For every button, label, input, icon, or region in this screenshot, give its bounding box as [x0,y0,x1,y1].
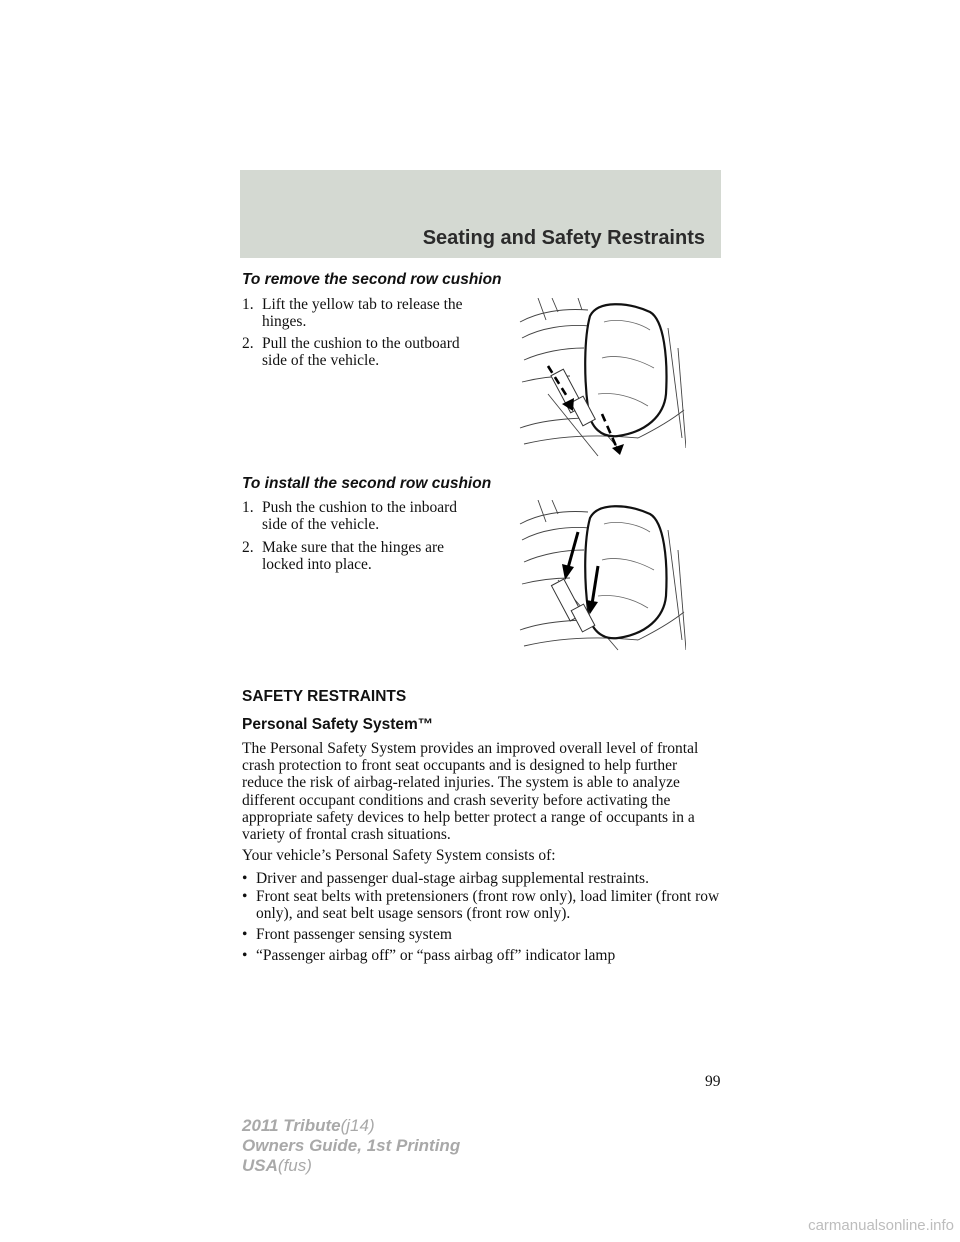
personal-safety-system-heading: Personal Safety System™ [242,716,434,733]
personal-safety-system-intro: The Personal Safety System provides an improved overall level of frontal crash protection to front seat occupants and is designed to help further reduce the risk of airbag-related injuries. The system is able to analyze different occupant conditions and crash severity before activating the appropriate safety devices to help better protect a range of occupants in a variety of frontal crash situations. [242,740,699,844]
page-number: 99 [705,1073,721,1090]
install-cushion-heading: To install the second row cushion [242,475,492,492]
footer-market: USA [242,1156,278,1175]
system-consists-of: Your vehicle’s Personal Safety System consists of: [242,847,556,864]
step-text: Push the cushion to the inboard [262,499,458,516]
step-text-continued: hinges. [262,313,307,330]
step-number: 1. [242,296,254,313]
list-item [242,926,722,943]
step-text: Lift the yellow tab to release the [262,296,463,313]
remove-step-2 [242,335,492,369]
watermark: carmanualsonline.info [808,1217,954,1234]
step-text-continued: side of the vehicle. [262,352,380,369]
remove-cushion-illustration [518,298,686,458]
step-text-continued: locked into place. [262,556,372,573]
step-number: 2. [242,539,254,556]
install-step-1 [242,499,492,533]
list-item-text: “Passenger airbag off” or “pass airbag off” indicator lamp [256,947,616,964]
remove-step-1 [242,296,492,330]
safety-restraints-heading: SAFETY RESTRAINTS [242,688,407,705]
footer-market-code: (fus) [277,1156,312,1175]
list-item-text: Front passenger sensing system [256,926,452,943]
list-item-text: Front seat belts with pretensioners (front row only), load limiter (front row only), and seat belt usage sensors (front row only). [256,888,720,923]
install-step-2 [242,539,492,573]
bullet-marker: • [242,888,248,905]
section-header-band [240,170,721,258]
list-item [242,870,722,887]
section-title: Seating and Safety Restraints [422,227,705,249]
list-item [242,947,722,964]
install-cushion-illustration [518,500,686,660]
step-text-continued: side of the vehicle. [262,516,380,533]
bullet-marker: • [242,870,248,887]
step-text: Pull the cushion to the outboard [262,335,460,352]
step-number: 2. [242,335,254,352]
remove-cushion-heading: To remove the second row cushion [242,271,502,288]
footer-model-code: (j14) [340,1116,375,1135]
footer-model: 2011 Tribute [242,1116,341,1135]
bullet-marker: • [242,947,248,964]
footer-printing: Owners Guide, 1st Printing [242,1136,461,1155]
step-text: Make sure that the hinges are [262,539,445,556]
list-item [242,888,722,922]
list-item-text: Driver and passenger dual-stage airbag supplemental restraints. [256,870,649,887]
bullet-marker: • [242,926,248,943]
step-number: 1. [242,499,254,516]
print-footer [242,1116,460,1176]
